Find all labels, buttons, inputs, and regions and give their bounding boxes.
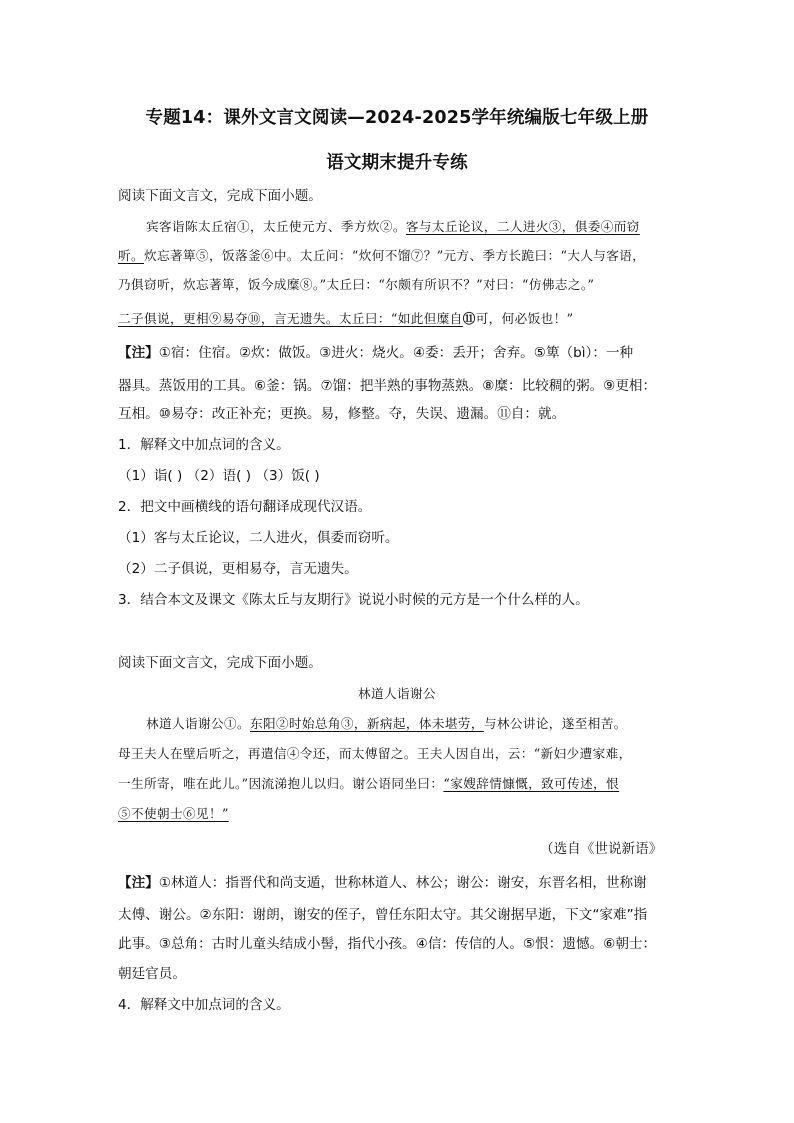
passage1-line-4: 二子俱说，更相⑨易夺⑩，言无遗失。太丘曰：“如此但糜自⑪可，何必饭也！” [118,311,574,326]
passage2-line-4: ⑤不使朝士⑥见！” [118,806,229,821]
page-subtitle: 语文期末提升专练 [326,153,468,173]
passage2-line-1: 林道人诣谢公①。东阳②时始总角③，新病起，体未堪劳，与林公讲论，遂至相苦。 [146,716,627,731]
page-title: 专题14：课外文言文阅读—2024-2025学年统编版七年级上册 [145,108,649,128]
note1-line-1: 【注】①宿：住宿。②炊：做饭。③进火：烧火。④委：丢开；舍弃。⑤箄（bì）：一种 [118,345,634,361]
note2-line-1: 【注】①林道人：指晋代和尚支遁，世称林道人、林公；谢公：谢安，东晋名相，世称谢 [118,875,647,891]
question-4: 4．解释文中加点词的含义。 [118,997,290,1013]
passage1-line-3: 乃俱窃听，炊忘著箄，饭今成糜⑧。”太丘曰：“尔颇有所识不？”对曰：“仿佛志之。” [118,277,595,292]
question-2: 2．把文中画横线的语句翻译成现代汉语。 [118,499,372,515]
note2-line-4: 朝廷官员。 [118,966,186,982]
passage1-line-2: 听。炊忘著箄⑤，饭落釜⑥中。太丘问：“炊何不馏⑦？”元方、季方长跪曰：“大人与客语， [118,248,646,263]
question-3: 3．结合本文及课文《陈太丘与友期行》说说小时候的元方是一个什么样的人。 [118,592,589,608]
question-1-items: （1）诣( ) （2）语( ) （3）饭( ) [118,468,320,484]
note2-line-3: 此事。③总角：古时儿童头结成小髻，指代小孩。④信：传信的人。⑤恨：遗憾。⑥朝士： [118,936,657,952]
question-2-item-2: （2）二子俱说，更相易夺，言无遗失。 [118,561,358,577]
note1-line-3: 互相。⑩易夺：改正补充；更换。易，修整。夺，失误、遗漏。⑪自：就。 [118,406,566,422]
passage2-line-3: 一生所寄，唯在此儿。”因流涕抱儿以归。谢公语同坐曰：“家嫂辞情慷慨，致可传述，恨 [118,776,620,791]
instruction-2: 阅读下面文言文，完成下面小题。 [118,655,322,671]
passage2-line-2: 母王夫人在壁后听之，再遣信④令还，而太傅留之。王夫人因自出，云：“新妇少遭家难， [118,746,632,761]
passage1-line-1: 宾客诣陈太丘宿①，太丘使元方、季方炊②。客与太丘论议，二人进火③，俱委④而窃 [146,219,640,234]
instruction-1: 阅读下面文言文，完成下面小题。 [118,188,322,204]
question-1: 1．解释文中加点词的含义。 [118,437,290,453]
passage2-source: （选自《世说新语》 [540,841,663,857]
question-2-item-1: （1）客与太丘论议，二人进火，俱委而窃听。 [118,530,399,546]
passage2-heading: 林道人诣谢公 [358,686,436,701]
note2-line-2: 太傅、谢公。②东阳：谢朗，谢安的侄子，曾任东阳太守。其父谢据早逝，下文“家难”指 [118,907,648,923]
note1-line-2: 器具。蒸饭用的工具。⑥釜：锅。⑦馏：把半熟的事物蒸熟。⑧糜：比较稠的粥。⑨更相： [118,378,657,394]
